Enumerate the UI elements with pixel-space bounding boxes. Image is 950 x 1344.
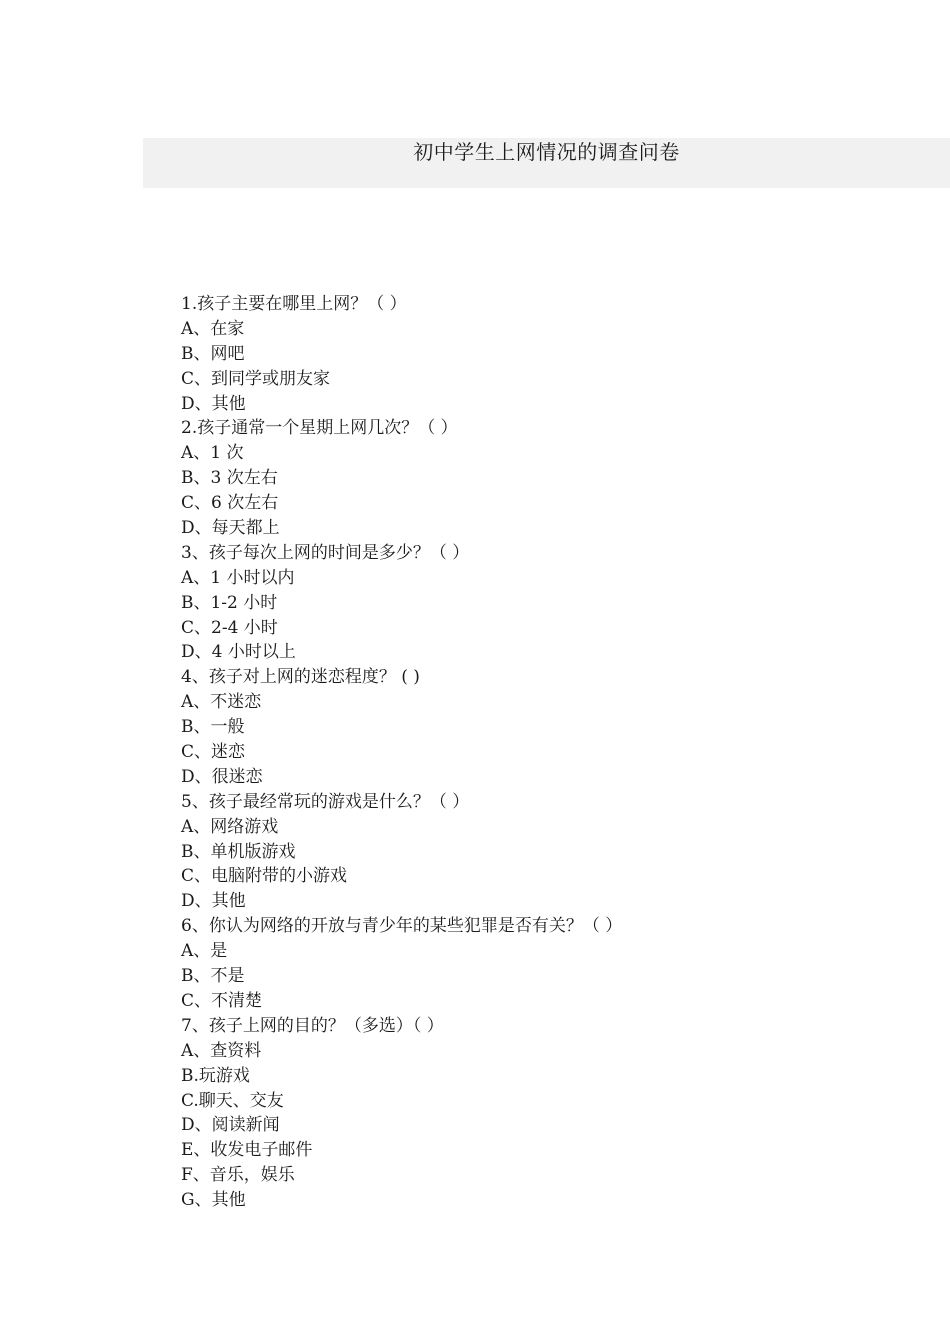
option-2b: B、3 次左右 xyxy=(181,468,278,489)
option-4b: B、一般 xyxy=(181,717,245,738)
option-7d: D、阅读新闻 xyxy=(181,1115,280,1136)
option-5c: C、电脑附带的小游戏 xyxy=(181,866,348,887)
option-7f: F、音乐，娱乐 xyxy=(181,1165,295,1186)
page-title: 初中学生上网情况的调查问卷 xyxy=(413,140,680,164)
option-5a: A、网络游戏 xyxy=(181,816,279,837)
option-4d: D、很迷恋 xyxy=(181,766,263,787)
title-band xyxy=(143,138,950,188)
option-6a: A、是 xyxy=(181,941,228,962)
option-6c: C、不清楚 xyxy=(181,990,263,1011)
option-5d: D、其他 xyxy=(181,891,246,912)
option-6b: B、不是 xyxy=(181,966,245,987)
option-1a: A、在家 xyxy=(181,318,245,339)
question-7: 7、孩子上网的目的？（多选）（ ） xyxy=(181,1015,444,1036)
question-list xyxy=(181,292,881,1213)
option-1b: B、网吧 xyxy=(181,343,245,364)
question-1: 1.孩子主要在哪里上网？（ ） xyxy=(181,294,407,314)
option-1d: D、其他 xyxy=(181,393,246,414)
option-3d: D、4 小时以上 xyxy=(181,642,296,663)
option-7g: G、其他 xyxy=(181,1190,246,1211)
option-7e: E、收发电子邮件 xyxy=(181,1140,313,1161)
option-1c: C、到同学或朋友家 xyxy=(181,368,331,389)
option-3c: C、2-4 小时 xyxy=(181,617,278,638)
question-6: 6、你认为网络的开放与青少年的某些犯罪是否有关？（ ） xyxy=(181,916,623,937)
question-2: 2.孩子通常一个星期上网几次？（ ） xyxy=(181,418,458,439)
option-7c: C.聊天、交友 xyxy=(181,1090,284,1111)
question-3: 3、孩子每次上网的时间是多少？（ ） xyxy=(181,542,470,563)
option-2d: D、每天都上 xyxy=(181,518,280,539)
option-7b: B.玩游戏 xyxy=(181,1065,250,1086)
option-4a: A、不迷恋 xyxy=(181,692,262,713)
option-5b: B、单机版游戏 xyxy=(181,841,296,862)
option-2c: C、6 次左右 xyxy=(181,493,279,514)
option-3a: A、1 小时以内 xyxy=(181,567,295,588)
option-7a: A、查资料 xyxy=(181,1040,262,1061)
option-3b: B、1-2 小时 xyxy=(181,592,278,613)
option-2a: A、1 次 xyxy=(181,443,244,464)
question-4: 4、孩子对上网的迷恋程度？ ( ) xyxy=(181,667,420,688)
question-5: 5、孩子最经常玩的游戏是什么？（ ） xyxy=(181,791,470,812)
option-4c: C、迷恋 xyxy=(181,742,246,763)
